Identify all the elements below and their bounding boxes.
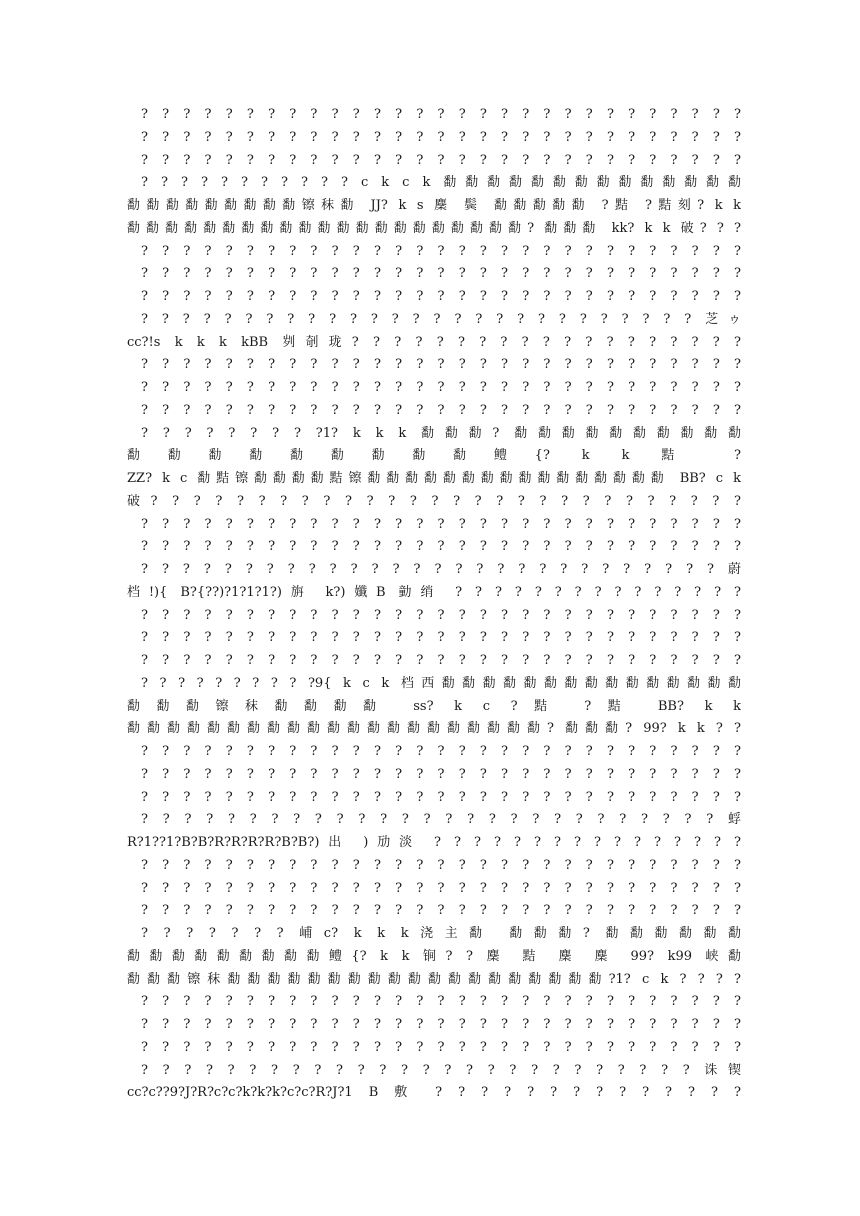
text-line: ? ? ? ? ? ? ? ? ? ? ? ? ? ? ? ? ? ? ? ? ? ? ? ? ? ? 诛锲 — [141, 1062, 741, 1078]
text-line: ? ? ? ? ? ? ? ? ? ? ? ? ? ? ? ? ? ? ? ? ? ? ? ? ? ? ? 芝ゥ — [141, 311, 741, 327]
text-line: 勫勫勫镲秣勫勫勫勫 ss? k c ?黠 ?黠 BB? k k — [127, 698, 741, 714]
text-line: 档!){ B?{??)?1?1?1?)旃 k?)孅B 勭绡 ? ? ? ? ? ? ? ? ? ? ? ? ? ? ? — [127, 584, 741, 600]
text-line: ? ? ? ? ? ? ? ? ? ? ? ? ? ? ? ? ? ? ? ? ? ? ? ? ? ? ? ? ? — [141, 653, 741, 668]
text-line: ? ? ? ? ? ? ? ? ? ? ? ? ? ? ? ? ? ? ? ? ? ? ? ? ? ? ? ? ? — [141, 152, 741, 168]
text-line: ? ? ? ? ? ? ? ? ? ? ? ? ? ? ? ? ? ? ? ? ? ? ? ? ? ? ? ? ? — [141, 857, 741, 873]
text-line: 勫勫勫勫勫勫勫勫勫鳢{? k k 锏? ? 麇 黠 麇 麇 99? k99 峡勫 — [127, 948, 741, 964]
text-line: ? ? ? ? ? ? ? ? ? ? ? ? ? ? ? ? ? ? ? ? ? ? ? ? ? ? ? ? ? — [141, 607, 741, 623]
text-line: ? ? ? ? ? ? ? ? ? ? ? ? ? ? ? ? ? ? ? ? ? ? ? ? ? ? ? ? ? — [141, 129, 741, 145]
text-line: ? ? ? ? ? ? ? ? ? ? ? ? ? ? ? ? ? ? ? ? ? ? ? ? ? ? ? ? ? — [141, 402, 741, 418]
text-line: 破? ? ? ? ? ? ? ? ? ? ? ? ? ? ? ? ? ? ? ? ? ? ? ? ? ? ? ? — [127, 493, 741, 509]
text-line: ? ? ? ? ? ? ? 峬c? k k k浇主勫 勫勫勫? 勫勫勫勫勫勫 — [141, 926, 741, 941]
text-line: 勫勫勫勫勫勫勫勫勫鳢{? k k 黠 ? — [127, 448, 741, 464]
text-line: ? ? ? ? ? ? ? ? ? ? ? ? ? ? ? ? ? ? ? ? ? ? ? ? ? ? ? ? ? — [141, 1017, 741, 1032]
text-line: ? ? ? ? ? ? ? ? ? ? ? ? ? ? ? ? ? ? ? ? ? ? ? ? ? ? ? 蜉 — [141, 812, 741, 828]
text-line: 勫勫勫勫勫勫勫勫勫勫勫勫勫勫勫勫勫勫勫勫勫? 勫勫勫? 99? k k ? ? — [127, 721, 741, 737]
text-line: R?1??1?B?B?R?R?R?R?B?B?)出 )劢淡 ? ? ? ? ? ? ? ? ? ? ? ? ? ? ? ? — [127, 835, 741, 850]
text-line: ? ? ? ? ? ? ? ? ? ? ? ? ? ? ? ? ? ? ? ? ? ? ? ? ? ? ? ? ? — [141, 380, 741, 395]
text-line: ? ? ? ? ? ? ? ? ? ? ? ? ? ? ? ? ? ? ? ? ? ? ? ? ? ? ? ? ? — [141, 357, 741, 373]
text-line: ? ? ? ? ? ? ? ? ? ? ? ? ? ? ? ? ? ? ? ? ? ? ? ? ? ? ? ? ? — [141, 243, 741, 259]
text-line: 勫勫勫勫勫勫勫勫勫勫勫勫勫勫勫勫勫勫勫勫勫? 勫勫勫 kk? k k 破? ? ? — [127, 220, 741, 236]
text-line: ? ? ? ? ? ? ? ? ? ?9{ k c k 档西勫勫勫勫勫勫勫勫勫勫勫勫勫勫勫 — [141, 675, 741, 691]
text-line: ZZ? k c 勫黠镲勫勫勫勫黠镲勫勫勫勫勫勫勫勫勫勫勫勫勫勫勫勫 BB? c k — [127, 471, 741, 486]
text-line: ? ? ? ? ? ? ? ? ? ? ? ? ? ? ? ? ? ? ? ? ? ? ? ? ? ? ? ? ? — [141, 630, 741, 646]
text-line: ? ? ? ? ? ? ? ? ? ? ? ? ? ? ? ? ? ? ? ? ? ? ? ? ? ? ? ? ? — [141, 994, 741, 1010]
text-line: 勫勫勫镲秣勫勫勫勫勫勫勫勫勫勫勫勫勫勫勫勫勫勫勫?1? c k ? ? ? ? — [127, 971, 741, 987]
text-line: ? ? ? ? ? ? ? ? ? ? ? ? ? ? ? ? ? ? ? ? ? ? ? ? ? ? ? ? ? — [141, 289, 741, 304]
text-line: cc?c??9?J?R?c?c?k?k?k?c?c?R?J?1 B 敷 ? ? ? ? ? ? ? ? ? ? ? ? ? ? — [127, 1085, 741, 1101]
text-line: ? ? ? ? ? ? ? ? ?1? k k k 勫勫勫? 勫勫勫勫勫勫勫勫勫勫 — [141, 425, 741, 441]
text-line: 勫勫勫勫勫勫勫勫勫镲秣勫 JJ? k s 麇 鬓 勫勫勫勫勫 ?黠 ?黠刻? k k — [127, 198, 741, 213]
text-line: cc?!s k k k kBB 刿剞珑? ? ? ? ? ? ? ? ? ? ? ? ? ? ? ? ? ? ? — [127, 334, 741, 350]
text-line: ? ? ? ? ? ? ? ? ? ? ? ? ? ? ? ? ? ? ? ? ? ? ? ? ? ? ? ? 蔚 — [141, 562, 741, 577]
text-line: ? ? ? ? ? ? ? ? ? ? ? ? ? ? ? ? ? ? ? ? ? ? ? ? ? ? ? ? ? — [141, 516, 741, 532]
text-line: ? ? ? ? ? ? ? ? ? ? ? ? ? ? ? ? ? ? ? ? ? ? ? ? ? ? ? ? ? — [141, 903, 741, 919]
text-line: ? ? ? ? ? ? ? ? ? ? ? c k c k 勫勫勫勫勫勫勫勫勫勫勫勫勫勫 — [141, 175, 741, 191]
text-line: ? ? ? ? ? ? ? ? ? ? ? ? ? ? ? ? ? ? ? ? ? ? ? ? ? ? ? ? ? — [141, 539, 741, 555]
text-line: ? ? ? ? ? ? ? ? ? ? ? ? ? ? ? ? ? ? ? ? ? ? ? ? ? ? ? ? ? — [141, 1039, 741, 1055]
text-line: ? ? ? ? ? ? ? ? ? ? ? ? ? ? ? ? ? ? ? ? ? ? ? ? ? ? ? ? ? — [141, 766, 741, 782]
text-line: ? ? ? ? ? ? ? ? ? ? ? ? ? ? ? ? ? ? ? ? ? ? ? ? ? ? ? ? ? — [141, 789, 741, 805]
text-line: ? ? ? ? ? ? ? ? ? ? ? ? ? ? ? ? ? ? ? ? ? ? ? ? ? ? ? ? ? — [141, 266, 741, 282]
text-line: ? ? ? ? ? ? ? ? ? ? ? ? ? ? ? ? ? ? ? ? ? ? ? ? ? ? ? ? ? — [141, 880, 741, 896]
text-line: ? ? ? ? ? ? ? ? ? ? ? ? ? ? ? ? ? ? ? ? ? ? ? ? ? ? ? ? ? — [141, 107, 741, 122]
text-line: ? ? ? ? ? ? ? ? ? ? ? ? ? ? ? ? ? ? ? ? ? ? ? ? ? ? ? ? ? — [141, 744, 741, 759]
garbled-text-body — [127, 104, 741, 1105]
